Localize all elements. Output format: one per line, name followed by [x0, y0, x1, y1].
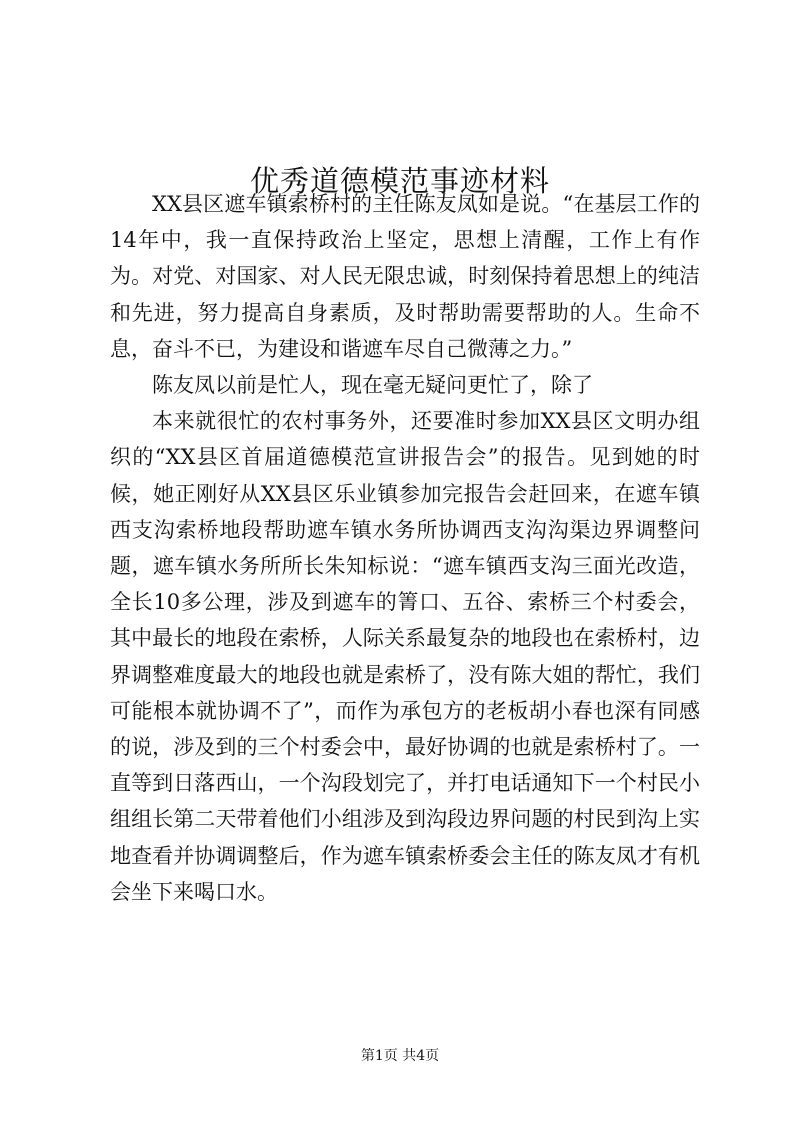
paragraph: 陈友凤以前是忙人，现在毫无疑问更忙了，除了: [152, 373, 593, 398]
document-body: [110, 186, 700, 910]
paragraph: 本来就很忙的农村事务外，还要准时参加XX县区文明办组织的“XX县区首届道德模范宣讲报告会”的报告。见到她的时候，她正刚好从XX县区乐业镇参加完报告会赶回来，在遮车镇西支沟索桥地段帮助遮车镇水务所协调西支沟沟渠边界调整问题，遮车镇水务所所长朱知标说：“遮车镇西支沟三面光改造，全长10多公理，涉及到遮车的箐口、五谷、索桥三个村委会，其中最长的地段在索桥，人际关系最复杂的地段也在索桥村，边界调整难度最大的地段也就是索桥了，没有陈大姐的帮忙，我们可能根本就协调不了”，而作为承包方的老板胡小春也深有同感的说，涉及到的三个村委会中，最好协调的也就是索桥村了。一直等到日落西山，一个沟段划完了，并打电话通知下一个村民小组组长第二天带着他们小组涉及到沟段边界问题的村民到沟上实地查看并协调调整后，作为遮车镇索桥委会主任的陈友凤才有机会坐下来喝口水。: [110, 409, 700, 904]
document-title: 优秀道德模范事迹材料: [249, 164, 550, 199]
paragraph: XX县区遮车镇索桥村的主任陈友凤如是说。“在基层工作的14年中，我一直保持政治上坚定，思想上清醒，工作上有作为。对党、对国家、对人民无限忠诚，时刻保持着思想上的纯洁和先进，努力提高自身素质，及时帮助需要帮助的人。生命不息，奋斗不已，为建设和谐遮车尽自己微薄之力。”: [110, 192, 700, 361]
page-footer: 第1页 共4页: [360, 1048, 440, 1064]
